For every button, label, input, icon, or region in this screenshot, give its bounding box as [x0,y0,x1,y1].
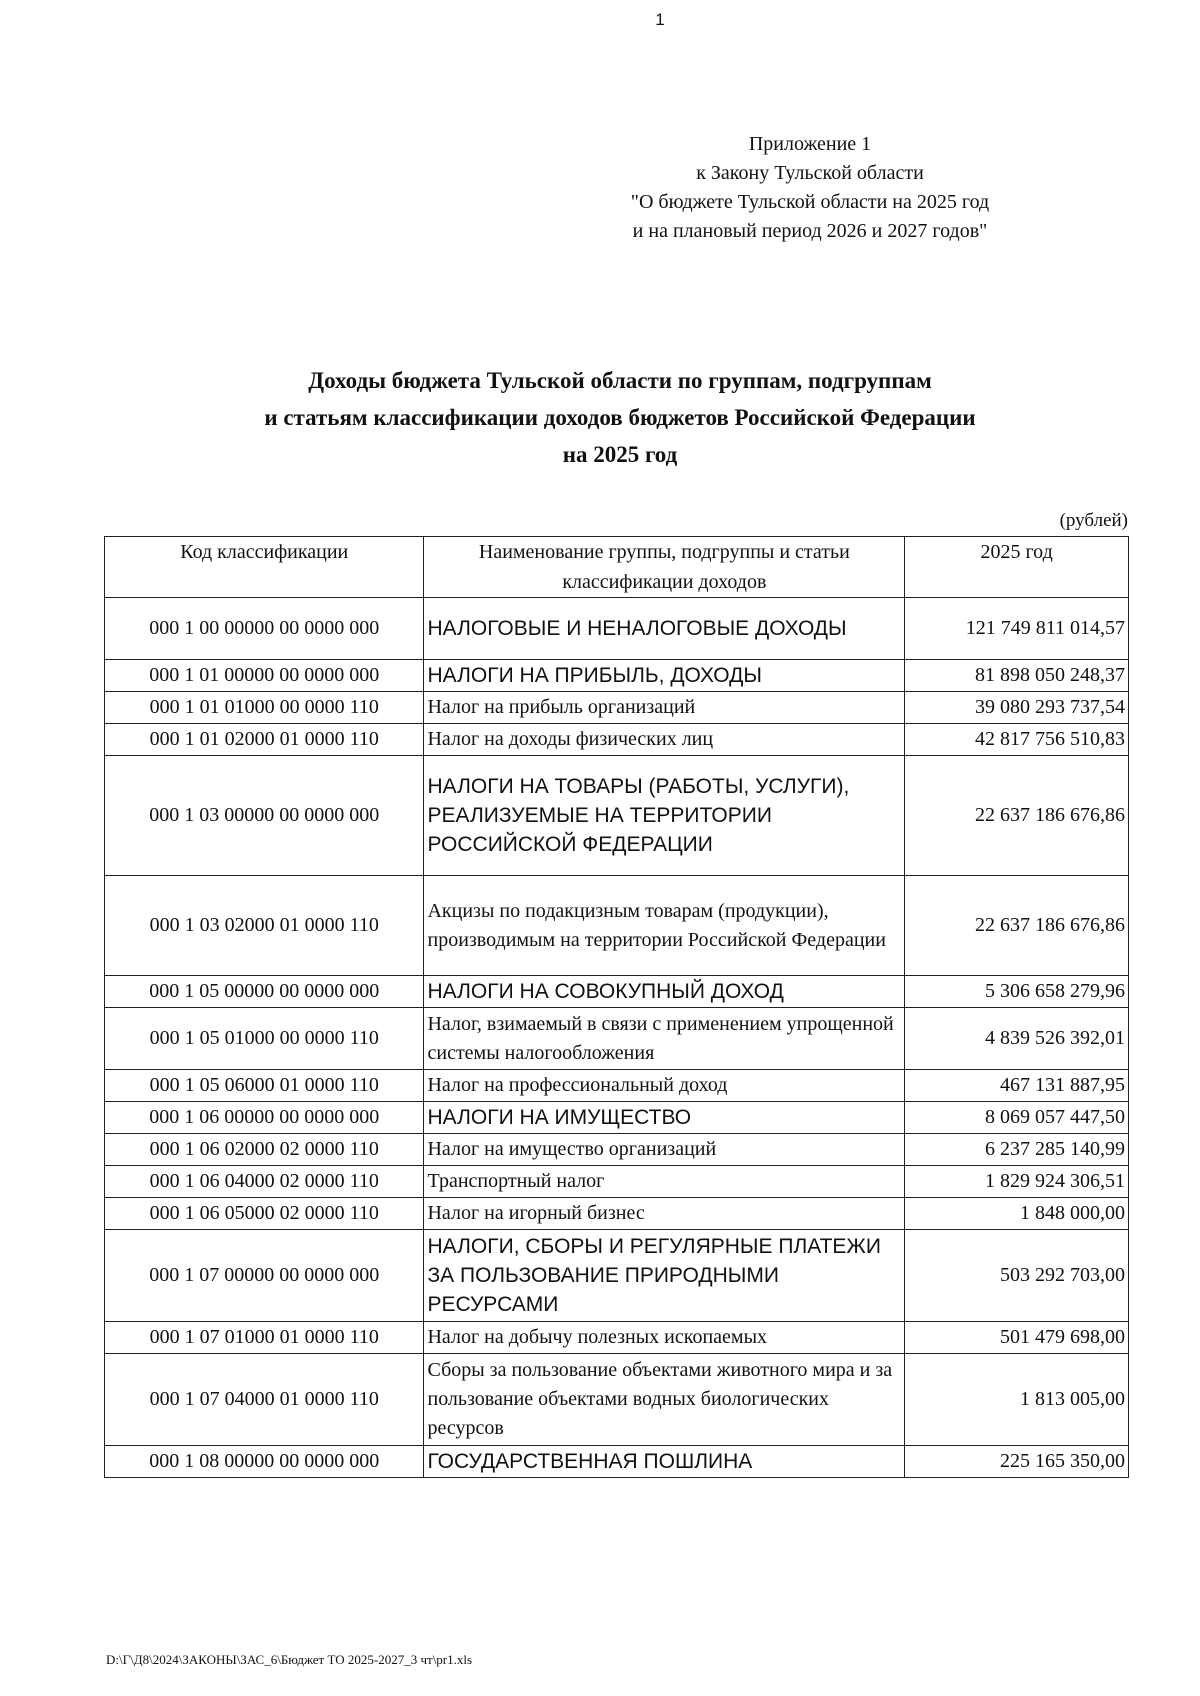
cell-name: Налог, взимаемый в связи с применением упрощенной системы налогообложения [424,1008,905,1070]
cell-name: Налог на доходы физических лиц [424,724,905,756]
table-row [105,1134,1129,1166]
cell-code: 000 1 06 02000 02 0000 110 [105,1134,424,1166]
cell-name: ГОСУДАРСТВЕННАЯ ПОШЛИНА [424,1446,905,1478]
annex-block [560,130,1060,246]
unit-label: (рублей) [1059,510,1128,531]
page-number: 1 [655,10,665,29]
cell-name: Налог на имущество организаций [424,1134,905,1166]
cell-code: 000 1 07 01000 01 0000 110 [105,1322,424,1354]
cell-code: 000 1 01 02000 01 0000 110 [105,724,424,756]
table-row [105,876,1129,976]
footer-file-path: D:\Г\Д8\2024\ЗАКОНЫ\ЗАС_6\Бюджет ТО 2025-2027_3 чт\pr1.xls [106,1652,473,1667]
table-header-row [105,537,1129,598]
table-row [105,1008,1129,1070]
cell-amount: 22 637 186 676,86 [905,756,1129,876]
table-row [105,1322,1129,1354]
cell-amount: 5 306 658 279,96 [905,976,1129,1008]
table-row [105,692,1129,724]
title-line: и статьям классификации доходов бюджетов Российской Федерации [264,405,976,430]
cell-name: Сборы за пользование объектами животного мира и за пользование объектами водных биологических ресурсов [424,1354,905,1446]
cell-code: 000 1 03 00000 00 0000 000 [105,756,424,876]
cell-amount: 4 839 526 392,01 [905,1008,1129,1070]
cell-amount: 6 237 285 140,99 [905,1134,1129,1166]
table-row [105,1230,1129,1322]
cell-amount: 1 813 005,00 [905,1354,1129,1446]
cell-name: Налог на игорный бизнес [424,1198,905,1230]
cell-amount: 225 165 350,00 [905,1446,1129,1478]
cell-amount: 81 898 050 248,37 [905,660,1129,692]
cell-code: 000 1 06 00000 00 0000 000 [105,1102,424,1134]
table-row [105,1446,1129,1478]
table-row [105,1354,1129,1446]
page-title [100,362,1140,473]
table-row [105,660,1129,692]
cell-code: 000 1 03 02000 01 0000 110 [105,876,424,976]
cell-name: НАЛОГИ НА ПРИБЫЛЬ, ДОХОДЫ [424,660,905,692]
header-code: Код классификации [105,537,424,598]
cell-name: Налог на прибыль организаций [424,692,905,724]
cell-amount: 121 749 811 014,57 [905,598,1129,660]
table-row [105,1070,1129,1102]
table-row [105,1102,1129,1134]
cell-name: Акцизы по подакцизным товарам (продукции), производимым на территории Российской Федерации [424,876,905,976]
title-line: Доходы бюджета Тульской области по группам, подгруппам [308,368,932,393]
cell-code: 000 1 01 01000 00 0000 110 [105,692,424,724]
cell-name: НАЛОГИ НА СОВОКУПНЫЙ ДОХОД [424,976,905,1008]
table-row [105,976,1129,1008]
table-row [105,1166,1129,1198]
title-line: на 2025 год [562,442,678,467]
cell-code: 000 1 01 00000 00 0000 000 [105,660,424,692]
cell-amount: 1 848 000,00 [905,1198,1129,1230]
cell-amount: 42 817 756 510,83 [905,724,1129,756]
cell-amount: 22 637 186 676,86 [905,876,1129,976]
cell-code: 000 1 07 04000 01 0000 110 [105,1354,424,1446]
table-row [105,1198,1129,1230]
cell-name: НАЛОГОВЫЕ И НЕНАЛОГОВЫЕ ДОХОДЫ [424,598,905,660]
table-row [105,598,1129,660]
cell-amount: 503 292 703,00 [905,1230,1129,1322]
table-row [105,756,1129,876]
cell-name: Транспортный налог [424,1166,905,1198]
cell-code: 000 1 07 00000 00 0000 000 [105,1230,424,1322]
cell-amount: 8 069 057 447,50 [905,1102,1129,1134]
annex-line: к Закону Тульской области [696,162,924,184]
annex-line: и на плановый период 2026 и 2027 годов" [632,220,988,242]
header-name: Наименование группы, подгруппы и статьи классификации доходов [424,537,905,598]
cell-code: 000 1 08 00000 00 0000 000 [105,1446,424,1478]
cell-code: 000 1 06 04000 02 0000 110 [105,1166,424,1198]
annex-line: "О бюджете Тульской области на 2025 год [630,191,990,213]
cell-code: 000 1 05 06000 01 0000 110 [105,1070,424,1102]
income-table [104,536,1129,1478]
annex-line: Приложение 1 [748,133,872,155]
cell-name: НАЛОГИ, СБОРЫ И РЕГУЛЯРНЫЕ ПЛАТЕЖИ ЗА ПОЛЬЗОВАНИЕ ПРИРОДНЫМИ РЕСУРСАМИ [424,1230,905,1322]
header-amount: 2025 год [905,537,1129,598]
cell-name: Налог на профессиональный доход [424,1070,905,1102]
cell-code: 000 1 05 00000 00 0000 000 [105,976,424,1008]
cell-name: Налог на добычу полезных ископаемых [424,1322,905,1354]
cell-code: 000 1 06 05000 02 0000 110 [105,1198,424,1230]
cell-name: НАЛОГИ НА ТОВАРЫ (РАБОТЫ, УСЛУГИ), РЕАЛИЗУЕМЫЕ НА ТЕРРИТОРИИ РОССИЙСКОЙ ФЕДЕРАЦИИ [424,756,905,876]
cell-amount: 1 829 924 306,51 [905,1166,1129,1198]
cell-amount: 501 479 698,00 [905,1322,1129,1354]
cell-amount: 39 080 293 737,54 [905,692,1129,724]
cell-amount: 467 131 887,95 [905,1070,1129,1102]
cell-code: 000 1 00 00000 00 0000 000 [105,598,424,660]
cell-name: НАЛОГИ НА ИМУЩЕСТВО [424,1102,905,1134]
table-row [105,724,1129,756]
cell-code: 000 1 05 01000 00 0000 110 [105,1008,424,1070]
